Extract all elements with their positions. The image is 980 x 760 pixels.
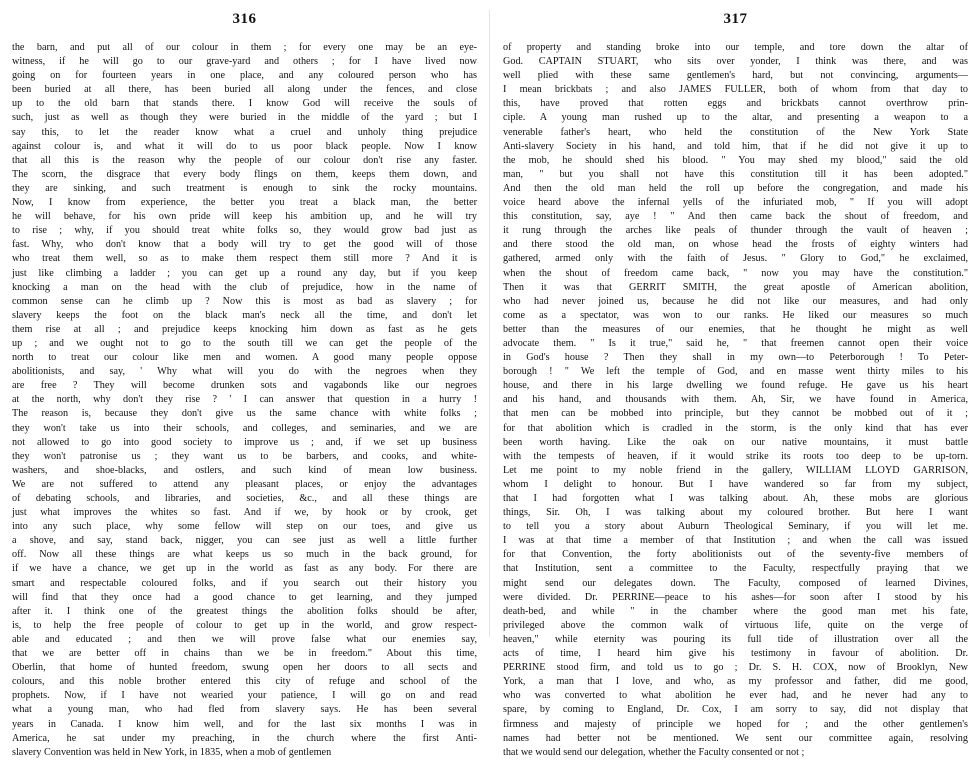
text-line: advocate them. " Is it true," said he, " that freemen cannot open their voice: [503, 337, 968, 349]
text-line: names had better not be mentioned. We sent our committee again, resolving: [503, 732, 968, 744]
text-line: PERRINE stood firm, and told us to go ; Dr. S. H. COX, now of Brooklyn, New: [503, 662, 968, 674]
text-line: that all this is the reason why the people of our colour don't rise any faster.: [12, 154, 477, 166]
text-line: for that abolition which is cradled in the storm, is the only kind that has ever: [503, 422, 968, 434]
text-line: this constitution, say, aye ! " And then came back the shout of freedom, and: [503, 211, 968, 223]
text-line: been worth having. Like the oak on our native mountains, it must battle: [503, 436, 968, 448]
text-line: are free ? They will become drunken sots and vagabonds like our negroes: [12, 380, 477, 392]
text-line: Let me point to my noble friend in the gallery, WILLIAM LLOYD GARRISON,: [503, 464, 968, 476]
text-line: he will behave, for his own pride will keep his ambition up, and he will try: [12, 211, 477, 223]
text-line: the mob, he should shed his blood. " You may shed my blood," said the old: [503, 154, 968, 166]
text-line: the barn, and put all of our colour in them ; for every one may be an eye-: [12, 42, 477, 53]
page-gutter: [489, 10, 490, 637]
text-line: able and educated ; and then we will prove false what our enemies say,: [12, 633, 477, 645]
text-line: knocking a man on the head with the club of prejudice, how in the name of: [12, 281, 477, 293]
text-line: when the shout of freedom came back, " now you may have the constitution.": [503, 267, 968, 279]
text-line: this, have proved that rotten eggs and brickbats cannot overthrow prin-: [503, 98, 968, 110]
text-line: north to treat our colour like men and women. A good many people oppose: [12, 352, 477, 364]
text-line: is, to help the free people of colour to get up in the world, and grow respect-: [12, 619, 477, 631]
text-line: who treat them well, so as to make them respect them still more ? And it is: [12, 253, 477, 265]
text-line: Oberlin, that home of hunted freedom, swung open her doors to all sects and: [12, 662, 477, 674]
text-line: and his hand, and thousands with them. Ah, Sir, we have found in America,: [503, 394, 968, 406]
left-page-text: [12, 41, 477, 760]
text-line: voice heard above the infernal yells of the infuriated mob, " If you will adopt: [503, 197, 968, 209]
text-line: that Institution, sent a committee to the Faculty, respectfully praying that we: [503, 563, 968, 575]
text-line: a shove, and say, stand back, nigger, you can see just as well a little further: [12, 535, 477, 547]
text-line: off. Now all these things are what keeps us so much in the back ground, for: [12, 549, 477, 561]
text-line: common sense can he climb up ? Now this is most as bad as slavery ; for: [12, 295, 477, 307]
text-line: they are sinking, and such treatment is enough to sink the rocky mountains.: [12, 182, 477, 194]
text-line: acts of time, I heard him give his testimony in favour of abolition. Dr.: [503, 648, 968, 660]
text-line: privileged above the common walk of virtuous life, quite on the verge of: [503, 619, 968, 631]
text-line: venerable father's heart, who held the constitution of the New York State: [503, 126, 968, 138]
text-line: borough ! " We left the temple of God, and en masse went thirty miles to his: [503, 366, 968, 378]
text-line: ciple. A young man rushed up to the altar, and presenting a weapon to a: [503, 112, 968, 124]
text-line: such, just as well as though they were buried in the middle of the yard ; but I: [12, 112, 477, 124]
text-line: The scorn, the disgrace that every body flings on them, keeps them down, and: [12, 168, 477, 180]
text-line: will find that they once had a good chance to get learning, and they jumped: [12, 591, 477, 603]
text-line: who was converted to what abolition he ever had, and he never had any to: [503, 690, 968, 702]
text-line: witness, if he will go to our grave-yard and others ; for I have lived now: [12, 56, 477, 68]
text-line: America, he sat under my preaching, in the church where the first Anti-: [12, 732, 477, 744]
text-line: fast. Why, who don't know that a body will try to get the good will of those: [12, 239, 477, 251]
right-page: [503, 0, 968, 758]
text-line: that we are better off in chains than we be in freedom." About this time,: [12, 648, 477, 660]
text-line: firmness and majesty of principle we hoped for ; and the other gentlemen's: [503, 718, 968, 730]
text-line: up to the old barn that stands there. I know God will receive the souls of: [12, 98, 477, 110]
text-line: spare, by coming to England, Dr. Cox, I am sorry to say, did not display that: [503, 704, 968, 716]
text-line: of property and standing broke into our temple, and tore down the altar of: [503, 42, 968, 53]
text-line: well plied with these same gentlemen's hard, but not convincing, arguments—: [503, 70, 968, 82]
text-line: house, and there in his large dwelling we found refuge. He gave us his heart: [503, 380, 968, 392]
text-line: and there stood the old man, on whose head the frosts of eighty winters had: [503, 239, 968, 251]
text-line: with the tempests of heaven, if it would strike its roots too deep to be up-torn.: [503, 450, 968, 462]
page-number-right: 317: [723, 11, 748, 27]
text-line: been buried at all there, has been buried all along under the fences, and close: [12, 84, 477, 96]
text-line: Now, I know from experience, the better you treat a black man, the better: [12, 197, 477, 209]
text-line: Anti-slavery Society in his hand, and told him, that if he did not give it up to: [503, 140, 968, 152]
text-line: in God's house ? Then they shall in my own—to Peterborough ! To Peter-: [503, 352, 968, 364]
text-line: them rise at all ; and prejudice keeps knocking him down as fast as he gets: [12, 323, 477, 335]
text-line: at the north, why don't they rise ? ' I can answer that question in a hurry !: [12, 394, 477, 406]
text-line: after it. I think one of the greatest things the abolition folks should be after,: [12, 605, 477, 617]
text-line: man, " but you shall not have this constitution till it has been adopted.": [503, 168, 968, 180]
text-line: it rung through the arches like peals of thunder through the vault of heaven ;: [503, 225, 968, 237]
text-line: And then the old man held the roll up before the congregation, and made his: [503, 182, 968, 194]
text-line: that I had forgotten what I was talking about. Ah, these mobs are glorious: [503, 493, 968, 504]
text-line: to rise ; why, if you should treat white folks so, they would grow bad just as: [12, 225, 477, 237]
text-line: The reason is, because they don't give us the same chance with white folks ;: [12, 408, 477, 420]
text-line: if we have a chance, we get up in the world as fast as any body. For there are: [12, 563, 477, 575]
text-line: smart and respectable coloured folks, and if you search out their history you: [12, 577, 477, 589]
right-page-text: [503, 41, 968, 760]
text-line: not allowed to go into good society to improve us ; and, if we set up business: [12, 436, 477, 448]
text-line: up ; and we ought not to go to the south till we can get the people of the: [12, 337, 477, 349]
text-line: that we would send our delegation, whether the Faculty consented or not ;: [503, 746, 805, 758]
text-line: slavery Convention was held in New York, in 1835, when a mob of gentlemen: [12, 746, 332, 758]
text-line: We are not suffered to attend any pleasant places, or enjoy the advantages: [12, 478, 477, 490]
text-line: Then it was that GERRIT SMITH, the great apostle of American abolition,: [503, 281, 968, 293]
text-line: just what improves the whites so fast. And if we, by hook or by crook, get: [12, 507, 477, 519]
text-line: say this, to let the reader know what a cruel and unholy thing prejudice: [12, 126, 477, 138]
text-line: were divided. Dr. PERRINE—peace to his ashes—for soon after I stood by his: [503, 591, 968, 603]
text-line: washers, and shoe-blacks, and ostlers, and such kind of mean low business.: [12, 464, 477, 476]
text-line: God. CAPTAIN STUART, who sits over yonder, I think was there, and was: [503, 56, 968, 68]
text-line: they won't take us into their schools, and colleges, and seminaries, and we are: [12, 422, 477, 434]
text-line: slavery keeps the foot on the black man's neck all the time, and don't let: [12, 309, 477, 321]
text-line: prophets. Now, if I have not wearied your patience, I will go on and read: [12, 690, 477, 702]
text-line: against colour is, and what it will do to us poor black people. Now I know: [12, 140, 477, 152]
left-page: [12, 0, 477, 758]
text-line: might send our delegates down. The Faculty, composed of learned Divines,: [503, 577, 968, 589]
text-line: just like climbing a ladder ; you can get up a round any day, but if you keep: [12, 267, 477, 279]
text-line: years in Canada. I know him well, and for the last six months I was in: [12, 718, 477, 730]
text-line: come as a spectator, was won to our ranks. He liked our measures so much: [503, 309, 968, 321]
text-line: things, Sir. Oh, I was talking about my coloured brother. But here I want: [503, 507, 968, 519]
text-line: better than the measures of our enemies, that he thought he might as well: [503, 323, 968, 335]
text-line: going on for fourteen years in one place, and any coloured person who has: [12, 70, 477, 82]
text-line: that men can be mobbed into principle, but they cannot be mobbed out of it ;: [503, 408, 968, 420]
text-line: who had never joined us, because he did not like our measures, and had only: [503, 295, 968, 307]
text-line: of debating schools, and libraries, and societies, &c., and all these things are: [12, 493, 477, 504]
text-line: for that Convention, the forty abolitionists out of the seventy-five members of: [503, 549, 968, 561]
text-line: abolitionists, and say, ' Why what will you do with the negroes when they: [12, 366, 477, 378]
text-line: whom I delight to honour. But I have wandered so far from my subject,: [503, 478, 968, 490]
text-line: gathered, armed only with the faith of Jesus. " Glory to God," he exclaimed,: [503, 253, 968, 265]
text-line: death-bed, and while " in the chamber where the good man met his fate,: [503, 605, 968, 617]
text-line: colours, and this noble brother entered this city of refuge and school of the: [12, 676, 477, 688]
text-line: what a young man, who had fled from slavery says. He has been several: [12, 704, 477, 716]
page-number-left: 316: [232, 11, 257, 27]
text-line: heaven," while eternity was pouring its full tide of illustration over all the: [503, 633, 968, 645]
text-line: to tell you a story about Auburn Theological Seminary, if you will let me.: [503, 521, 968, 533]
text-line: they won't patronise us ; they want us to be barbers, and cooks, and white-: [12, 450, 477, 462]
text-line: I was at that time a member of that Institution ; and when the call was issued: [503, 535, 968, 547]
text-line: I mean brickbats ; and also JAMES FULLER, both of whom from that day to: [503, 84, 968, 96]
text-line: York, a man that I love, and who, as my professor and father, did me good,: [503, 676, 968, 688]
text-line: into any such place, why some fellow will step on our toes, and give us: [12, 521, 477, 533]
